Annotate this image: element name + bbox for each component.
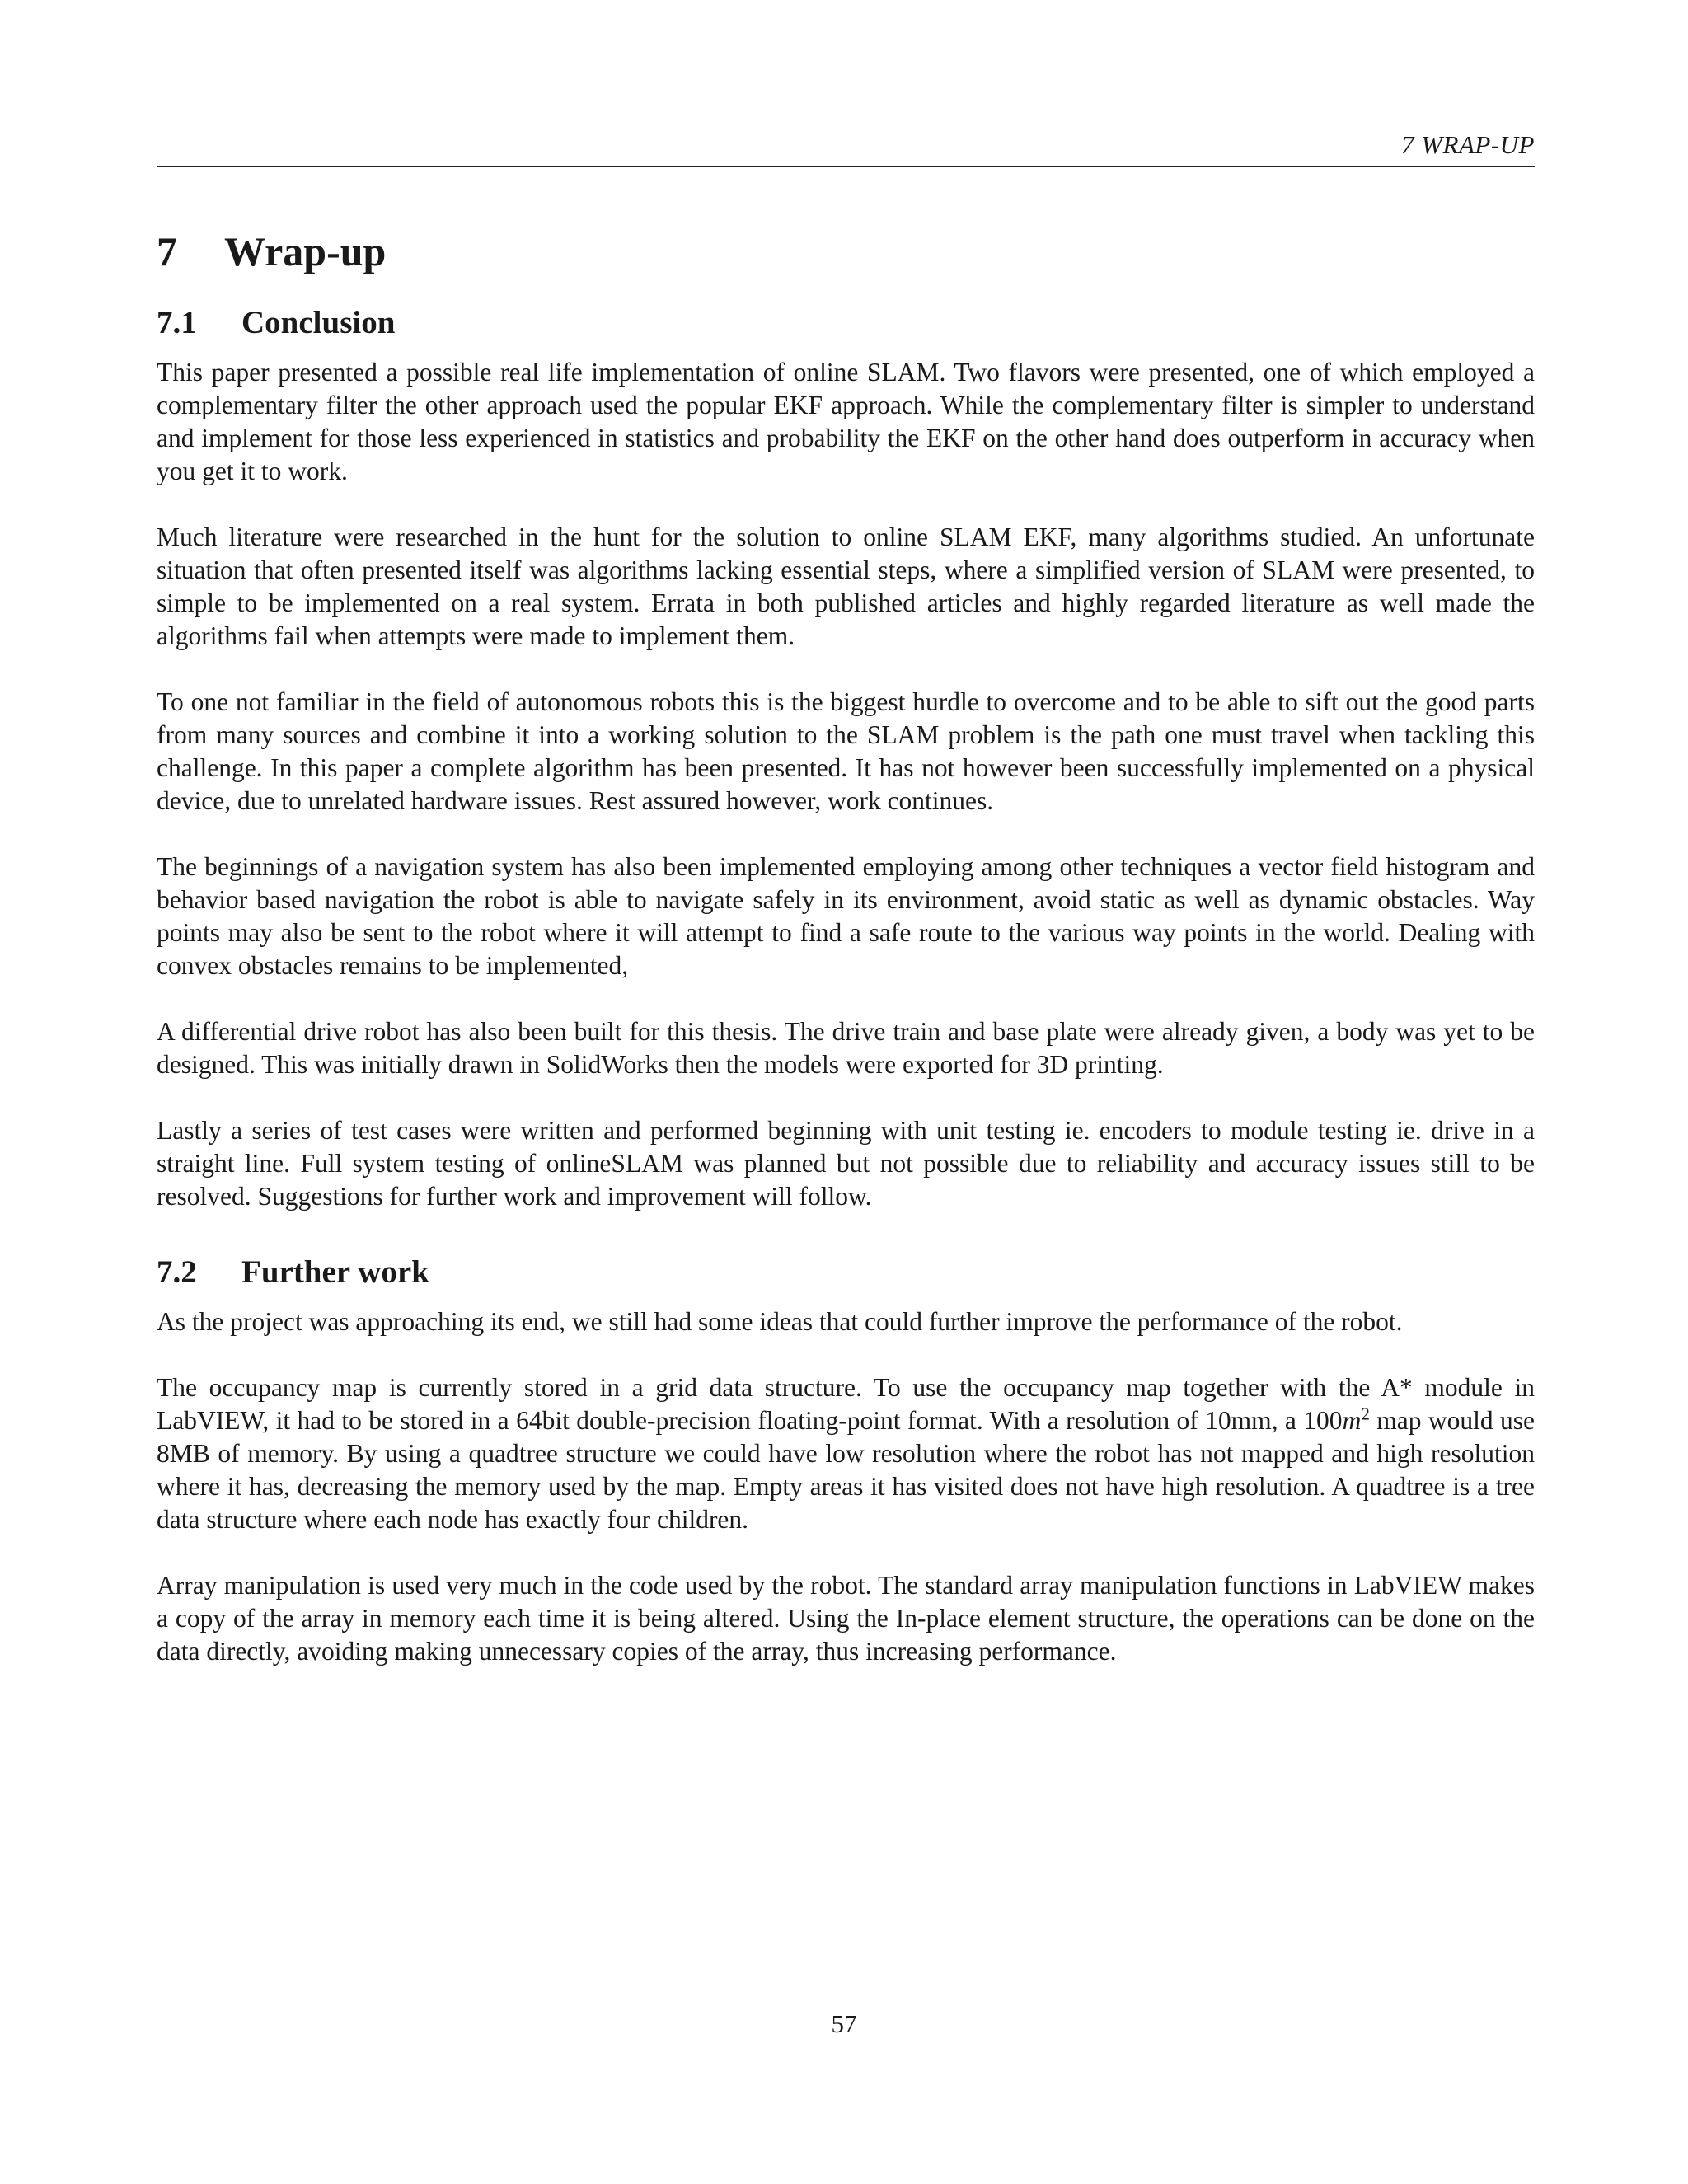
paragraph-text: The occupancy map is currently stored in a grid data structure. To use the occupancy map together with the A* module in LabVIEW, it had to be stored in a 64bit double-precision floating-point format. With a resolution of 10mm, a 100 [157, 1373, 1535, 1435]
section-heading [157, 223, 1535, 280]
paragraph: This paper presented a possible real life implementation of online SLAM. Two flavors were presented, one of which employed a complementary filter the other approach used the popular EKF approach. While the complementary filter is simpler to understand and implement for those less experienced in statistics and probability the EKF on the other hand does outperform in accuracy when you get it to work. [157, 358, 1535, 485]
paragraph-text: map would use 8MB of memory. By using a quadtree structure we could have low resolution where the robot has not mapped and high resolution where it has, decreasing the memory used by the map. Empty areas it has visited does not have high resolution. A quadtree is a tree data structure where each node has exactly four children. [157, 1406, 1535, 1534]
subsection-number: 7.1 [157, 305, 197, 340]
paragraph: Much literature were researched in the hunt for the solution to online SLAM EKF, many algorithms studied. An unfortunate situation that often presented itself was algorithms lacking essential steps, where a simplified version of SLAM were presented, to simple to be implemented on a real system. Errata in both published articles and highly regarded literature as well made the algorithms fail when attempts were made to implement them. [157, 523, 1535, 650]
section-title: Wrap-up [224, 228, 387, 274]
paragraph: Array manipulation is used very much in the code used by the robot. The standard array manipulation functions in LabVIEW makes a copy of the array in memory each time it is being altered. Using the In-place element structure, the operations can be done on the data directly, avoiding making unnecessary copies of the array, thus increasing performance. [157, 1571, 1535, 1666]
page-number: 57 [831, 2009, 857, 2038]
subsection-heading-further-work [157, 1251, 1535, 1294]
subsection-title: Conclusion [241, 305, 396, 340]
math-superscript: 2 [1361, 1404, 1370, 1424]
paragraph-occupancy-map [157, 1371, 1535, 1536]
subsection-title: Further work [241, 1254, 429, 1290]
subsection-number: 7.2 [157, 1254, 197, 1290]
paragraph: To one not familiar in the field of autonomous robots this is the biggest hurdle to overcome and to be able to sift out the good parts from many sources and combine it into a working solution to the SLAM problem is the path one must travel when tackling this challenge. In this paper a complete algorithm has been presented. It has not however been successfully implemented on a physical device, due to unrelated hardware issues. Rest assured however, work continues. [157, 687, 1535, 815]
math-variable: m [1342, 1406, 1362, 1435]
paragraph: As the project was approaching its end, we still had some ideas that could further improve the performance of the robot. [157, 1307, 1403, 1336]
subsection-heading-conclusion [157, 302, 1535, 344]
paragraph: Lastly a series of test cases were written and performed beginning with unit testing ie. encoders to module testing ie. drive in a straight line. Full system testing of onlineSLAM was planned but not possible due to reliability and accuracy issues still to be resolved. Suggestions for further work and improvement will follow. [157, 1116, 1535, 1211]
header-rule [157, 166, 1535, 167]
page-content [157, 223, 1535, 1701]
running-header: 7 WRAP-UP [1400, 130, 1535, 159]
paragraph: A differential drive robot has also been built for this thesis. The drive train and base plate were already given, a body was yet to be designed. This was initially drawn in SolidWorks then the models were exported for 3D printing. [157, 1017, 1535, 1079]
paragraph: The beginnings of a navigation system has also been implemented employing among other techniques a vector field histogram and behavior based navigation the robot is able to navigate safely in its environment, avoid static as well as dynamic obstacles. Way points may also be sent to the robot where it will attempt to find a safe route to the various way points in the world. Dealing with convex obstacles remains to be implemented, [157, 852, 1535, 980]
section-number: 7 [157, 228, 177, 274]
